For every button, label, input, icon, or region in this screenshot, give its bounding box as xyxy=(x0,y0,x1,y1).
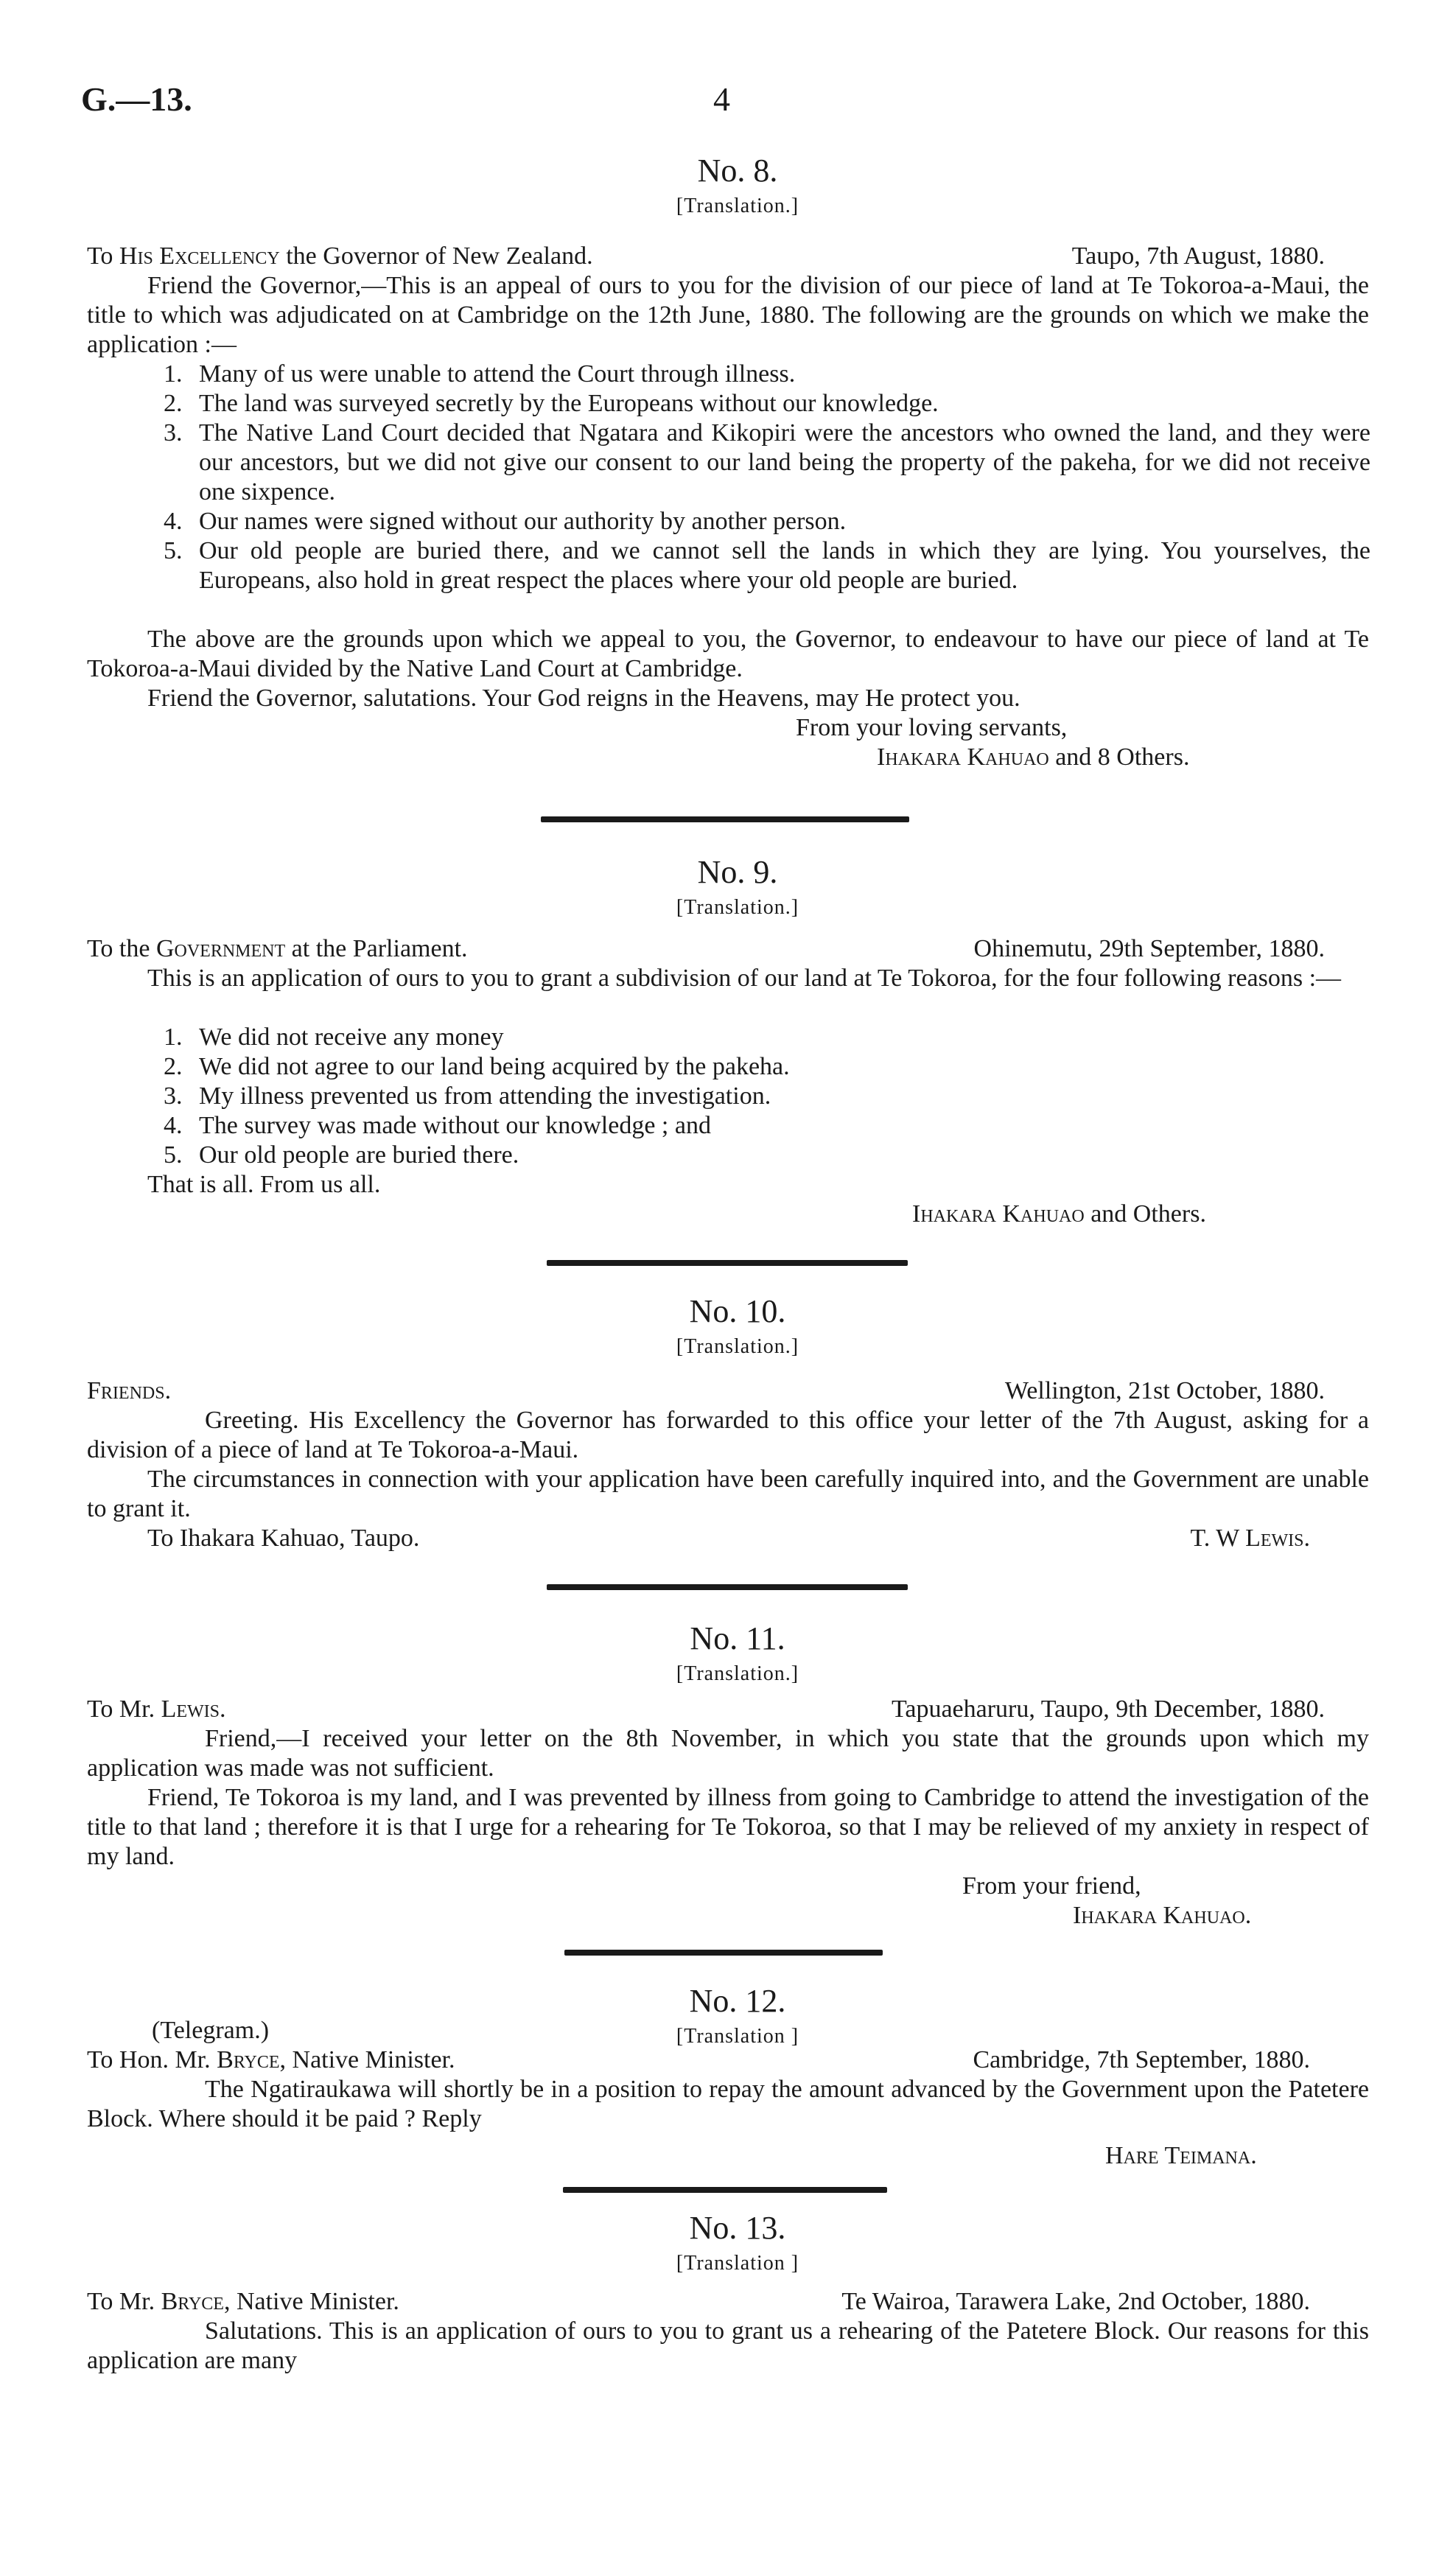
paragraph: Friend the Governor, salutations. Your God reigns in the Heavens, may He protect you. xyxy=(147,685,1020,712)
translation-label: [Translation ] xyxy=(676,2252,799,2275)
place-date: Ohinemutu, 29th September, 1880. xyxy=(973,935,1325,962)
document-code: G.—13. xyxy=(81,80,192,118)
letter-number: No. 11. xyxy=(690,1620,785,1656)
paragraph: The Ngatiraukawa will shortly be in a position to repay the amount advanced by the Government upon the Patetere Block. Where should it be paid ? Reply xyxy=(87,2076,1369,2132)
translation-label: [Translation.] xyxy=(676,1335,799,1358)
translation-label: [Translation ] xyxy=(676,2025,799,2048)
list-item: 4. Our names were signed without our authority by another person. xyxy=(164,508,847,535)
valediction: From your loving servants, xyxy=(796,714,1068,741)
paragraph: Greeting. His Excellency the Governor has forwarded to this office your letter of the 7th August, asking for a division of a piece of land at Te Tokoroa-a-Maui. xyxy=(87,1407,1369,1463)
list-item: 2. The land was surveyed secretly by the Europeans without our knowledge. xyxy=(164,390,939,417)
paragraph: That is all. From us all. xyxy=(147,1171,381,1198)
paragraph: The circumstances in connection with your application have been carefully inquired into, and the Government are unable to grant it. xyxy=(87,1466,1369,1522)
letter-number: No. 10. xyxy=(689,1293,786,1329)
letter-number: No. 12. xyxy=(689,1983,786,2019)
addressee-line: To the Government at the Parliament. Ohinemutu, 29th September, 1880. xyxy=(87,935,1325,962)
list-item: 5. Our old people are buried there. xyxy=(164,1141,519,1169)
list-item: 3. My illness prevented us from attending the investigation. xyxy=(164,1082,771,1110)
place-date: Tapuaeharuru, Taupo, 9th December, 1880. xyxy=(891,1695,1325,1723)
list-item: 3. The Native Land Court decided that Ngatara and Kikopiri were the ancestors who owned the land, and they were our ancestors, but we did not give our consent to our land being the property of the pakeha, for we did not receive one sixpence. xyxy=(164,419,1370,505)
section-divider xyxy=(547,1260,908,1266)
signature: Ihakara Kahuao and 8 Others. xyxy=(877,743,1190,771)
addressee-line: To His Excellency the Governor of New Zealand. Taupo, 7th August, 1880. xyxy=(87,242,1325,270)
paragraph: Friend the Governor,—This is an appeal of ours to you for the division of our piece of land at Te Tokoroa-a-Maui, the title to which was adjudicated on at Cambridge on the 12th June, 1880. The following are the grounds on which we make the application :— xyxy=(87,272,1369,358)
place-date: Wellington, 21st October, 1880. xyxy=(1004,1377,1325,1404)
place-date: Taupo, 7th August, 1880. xyxy=(1071,242,1325,270)
place-date: Cambridge, 7th September, 1880. xyxy=(973,2046,1310,2073)
paragraph: Friend, Te Tokoroa is my land, and I was prevented by illness from going to Cambridge to attend the investigation of the title to that land ; therefore it is that I urge for a rehearing for Te Tokoroa, so that I may be relieved of my anxiety in respect of my land. xyxy=(87,1784,1369,1870)
paragraph: The above are the grounds upon which we appeal to you, the Governor, to endeavour to have our piece of land at Te Tokoroa-a-Maui divided by the Native Land Court at Cambridge. xyxy=(87,626,1369,682)
telegram-label: (Telegram.) xyxy=(152,2017,270,2044)
section-divider xyxy=(547,1584,908,1590)
signature: Ihakara Kahuao and Others. xyxy=(912,1200,1206,1228)
letter-number: No. 9. xyxy=(697,854,778,890)
list-item: 2. We did not agree to our land being acquired by the pakeha. xyxy=(164,1053,790,1080)
signature: Ihakara Kahuao. xyxy=(1073,1902,1252,1929)
addressee-line: Friends. Wellington, 21st October, 1880. xyxy=(87,1377,1325,1404)
addressee-line: To Mr. Bryce, Native Minister. Te Wairoa, Tarawera Lake, 2nd October, 1880. xyxy=(87,2288,1310,2315)
addressee-line: To Hon. Mr. Bryce, Native Minister. Cambridge, 7th September, 1880. xyxy=(87,2046,1310,2073)
section-divider xyxy=(563,2187,887,2193)
valediction: From your friend, xyxy=(962,1872,1141,1900)
list-item: 4. The survey was made without our knowledge ; and xyxy=(164,1112,711,1139)
letter-no-8 xyxy=(0,150,1453,221)
letter-no-13 xyxy=(0,2208,1453,2278)
place-date: Te Wairoa, Tarawera Lake, 2nd October, 1880. xyxy=(841,2288,1310,2315)
paragraph: This is an application of ours to you to grant a subdivision of our land at Te Tokoroa, for the four following reasons :— xyxy=(147,965,1342,992)
page-number: 4 xyxy=(713,80,730,118)
paragraph: Friend,—I received your letter on the 8th November, in which you state that the grounds upon which my application was made was not sufficient. xyxy=(87,1725,1369,1782)
recipient-line: To Ihakara Kahuao, Taupo. T. W Lewis. xyxy=(147,1525,1310,1552)
addressee-line: To Mr. Lewis. Tapuaeharuru, Taupo, 9th December, 1880. xyxy=(87,1695,1325,1723)
paragraph: Salutations. This is an application of ours to you to grant us a rehearing of the Patetere Block. Our reasons for this application are many xyxy=(87,2317,1369,2374)
list-item: 1. Many of us were unable to attend the Court through illness. xyxy=(164,360,796,388)
letter-no-10 xyxy=(0,1291,1453,1362)
letter-number: No. 13. xyxy=(689,2210,786,2246)
signature: T. W Lewis. xyxy=(1190,1525,1310,1552)
list-item: 1. We did not receive any money xyxy=(164,1023,504,1051)
letter-number: No. 8. xyxy=(697,153,778,189)
section-divider xyxy=(541,816,909,822)
letter-no-9 xyxy=(0,852,1453,923)
translation-label: [Translation.] xyxy=(676,195,799,217)
translation-label: [Translation.] xyxy=(676,1662,799,1685)
signature: Hare Teimana. xyxy=(1105,2142,1257,2169)
translation-label: [Translation.] xyxy=(676,896,799,919)
section-divider xyxy=(564,1950,883,1956)
letter-no-11 xyxy=(0,1618,1453,1689)
list-item: 5. Our old people are buried there, and we cannot sell the lands in which they are lying. You yourselves, the Europeans, also hold in great respect the places where your old people are buried. xyxy=(164,537,1370,594)
